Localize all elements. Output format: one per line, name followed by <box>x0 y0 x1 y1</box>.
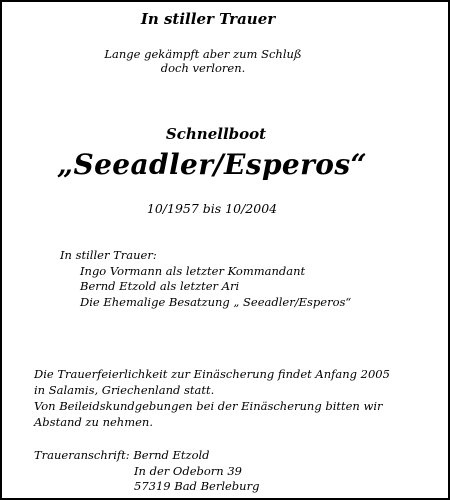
mourners-block <box>60 248 351 310</box>
info-line: Abstand zu nehmen. <box>34 415 153 429</box>
info-line: Die Trauerfeierlichkeit zur Einäscherung findet Anfang 2005 <box>34 367 390 381</box>
mourning-address <box>34 448 259 495</box>
service-dates: 10/1957 bis 10/2004 <box>146 201 278 216</box>
header-title: In stiller Trauer <box>140 10 276 28</box>
address-city: 57319 Bad Berleburg <box>134 479 260 493</box>
boat-type: Schnellboot <box>165 125 267 143</box>
motto-line: Lange gekämpft aber zum Schluß <box>104 47 302 61</box>
info-line: in Salamis, Griechenland statt. <box>34 383 215 397</box>
ceremony-info <box>34 366 390 430</box>
info-line: Von Beileidskundgebungen bei der Einäscherung bitten wir <box>34 399 383 413</box>
motto-line: doch verloren. <box>160 61 246 75</box>
mourner-name: Die Ehemalige Besatzung „ Seeadler/Esperos“ <box>80 294 352 309</box>
address-label: Traueranschrift: Bernd Etzold <box>34 448 210 462</box>
address-street: In der Odeborn 39 <box>134 463 242 478</box>
boat-name: „Seeadler/Esperos“ <box>56 148 368 181</box>
mourner-name: Ingo Vormann als letzter Kommandant <box>80 263 306 278</box>
mourner-name: Bernd Etzold als letzter Ari <box>80 279 240 293</box>
mourners-heading: In stiller Trauer: <box>60 248 157 262</box>
motto <box>98 47 308 75</box>
